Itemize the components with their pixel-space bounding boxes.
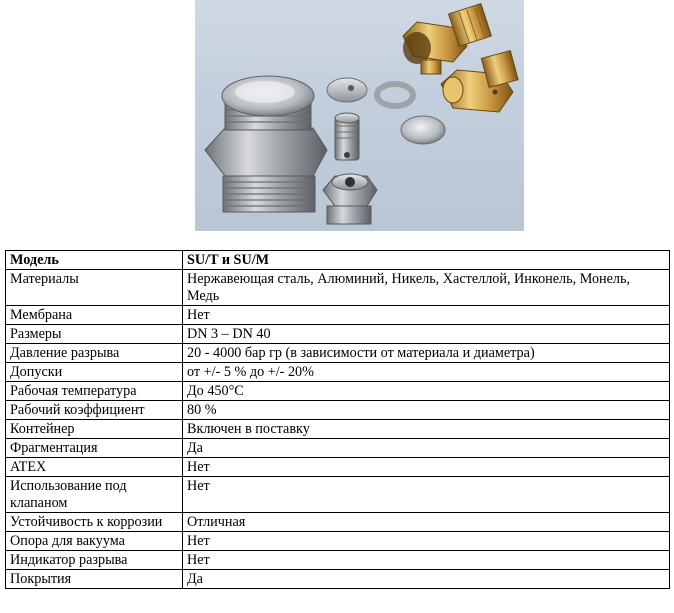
value-cell: от +/- 5 % до +/- 20% — [183, 363, 670, 382]
param-cell: Фрагментация — [6, 439, 183, 458]
steel-fitting-small — [335, 113, 359, 160]
param-cell: Использование под клапаном — [6, 477, 183, 513]
table-row — [6, 439, 670, 458]
param-cell: Размеры — [6, 325, 183, 344]
table-row — [6, 513, 670, 532]
value-cell: Да — [183, 570, 670, 589]
param-cell: Устойчивость к коррозии — [6, 513, 183, 532]
table-row — [6, 344, 670, 363]
steel-fitting-hex-small — [323, 174, 377, 224]
param-cell: Индикатор разрыва — [6, 551, 183, 570]
table-row — [6, 420, 670, 439]
value-cell: Нет — [183, 477, 670, 513]
param-cell: Давление разрыва — [6, 344, 183, 363]
value-cell: Нет — [183, 532, 670, 551]
value-cell: Да — [183, 439, 670, 458]
specification-table — [5, 250, 670, 589]
table-row — [6, 401, 670, 420]
table-row — [6, 532, 670, 551]
value-cell: Включен в поставку — [183, 420, 670, 439]
table-row — [6, 382, 670, 401]
param-cell: Рабочая температура — [6, 382, 183, 401]
value-cell: 20 - 4000 бар гр (в зависимости от материала и диаметра) — [183, 344, 670, 363]
value-cell: Нет — [183, 458, 670, 477]
param-cell: Материалы — [6, 270, 183, 306]
value-cell: До 450°С — [183, 382, 670, 401]
table-row — [6, 306, 670, 325]
value-cell: Нет — [183, 551, 670, 570]
value-cell: 80 % — [183, 401, 670, 420]
table-row — [6, 270, 670, 306]
param-cell: Контейнер — [6, 420, 183, 439]
param-cell: Покрытия — [6, 570, 183, 589]
value-cell: Отличная — [183, 513, 670, 532]
table-row — [6, 551, 670, 570]
param-cell: ATEX — [6, 458, 183, 477]
table-header-row — [6, 251, 670, 270]
table-row — [6, 570, 670, 589]
param-cell: Мембрана — [6, 306, 183, 325]
brass-fitting-upper — [403, 4, 491, 74]
table-row — [6, 325, 670, 344]
param-cell: Опора для вакуума — [6, 532, 183, 551]
value-cell: DN 3 – DN 40 — [183, 325, 670, 344]
table-row — [6, 363, 670, 382]
steel-fitting-large — [205, 76, 327, 212]
value-cell: Нержавеющая сталь, Алюминий, Никель, Хастеллой, Инконель, Монель, Медь — [183, 270, 670, 306]
header-value-cell: SU/T и SU/M — [183, 251, 670, 270]
param-cell: Допуски — [6, 363, 183, 382]
table-row — [6, 458, 670, 477]
table-row — [6, 477, 670, 513]
param-cell: Рабочий коэффициент — [6, 401, 183, 420]
product-photo — [195, 0, 524, 231]
header-param-cell: Модель — [6, 251, 183, 270]
value-cell: Нет — [183, 306, 670, 325]
